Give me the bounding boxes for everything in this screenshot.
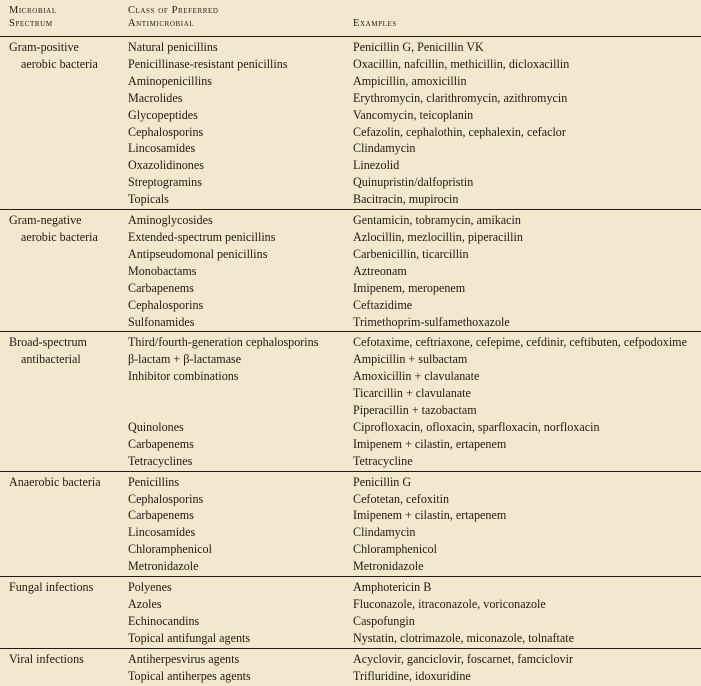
examples-cell: Cefotetan, cefoxitin [353,491,450,506]
antimicrobial-class-cell: Cephalosporins [128,297,204,312]
spectrum-cell: aerobic bacteria [21,229,98,244]
antimicrobial-class-cell: Metronidazole [128,559,199,574]
examples-cell: Linezolid [353,158,400,173]
examples-cell: Carbenicillin, ticarcillin [353,246,469,261]
spectrum-cell [0,140,119,157]
table-row [0,491,701,508]
antimicrobial-class-cell: Echinocandins [128,613,200,628]
table-row [0,263,701,280]
antimicrobial-class-cell: β-lactam + β-lactamase [128,352,242,367]
examples-cell: Imipenem, meropenem [353,280,466,295]
examples-cell: Penicillin G, Penicillin VK [353,40,484,54]
table-row [0,453,701,471]
antimicrobial-class-cell: Streptogramins [128,175,202,190]
spectrum-cell: Broad-spectrum [0,332,119,351]
spectrum-cell [0,157,119,174]
table-row [0,107,701,124]
header-row [0,0,701,37]
spectrum-cell: Fungal infections [0,577,119,596]
spectrum-cell: antibacterial [21,352,81,367]
examples-cell: Piperacillin + tazobactam [353,403,477,418]
spectrum-cell [0,280,119,297]
header-examples: Examples [344,0,701,37]
antimicrobial-class-cell: Monobactams [128,263,197,278]
antimicrobial-class-cell: Antipseudomonal penicillins [128,246,268,261]
spectrum-cell [0,419,119,436]
examples-cell: Ampicillin + sulbactam [353,352,468,367]
table-row [0,314,701,332]
spectrum-cell [0,246,119,263]
examples-cell: Acyclovir, ganciclovir, foscarnet, famciclovir [344,648,701,667]
examples-cell: Ciprofloxacin, ofloxacin, sparfloxacin, norfloxacin [353,419,600,434]
table-row [0,191,701,209]
table-row [0,507,701,524]
table-row [0,90,701,107]
examples-cell: Fluconazole, itraconazole, voriconazole [353,597,546,611]
antimicrobial-class-cell: Chloramphenicol [128,542,212,557]
table-row [0,471,701,490]
antimicrobial-class-cell: Aminoglycosides [119,210,344,229]
antimicrobial-class-cell: Carbapenems [128,436,194,451]
antimicrobial-class-cell: Oxazolidinones [128,158,204,173]
antimicrobial-class-cell: Natural penicillins [128,40,218,54]
examples-cell: Clindamycin [353,141,416,156]
table-row [0,613,701,630]
examples-cell: Trifluridine, idoxuridine [353,668,471,683]
table-row [0,648,701,667]
examples-cell: Imipenem + cilastin, ertapenem [353,508,507,523]
table-body [0,37,701,686]
spectrum-cell [0,596,119,613]
spectrum-cell [0,436,119,453]
table-row [0,577,701,596]
examples-cell: Ampicillin, amoxicillin [353,73,467,88]
spectrum-cell [0,314,119,332]
antimicrobial-class-cell: Antiherpesvirus agents [119,648,344,667]
examples-cell: Aztreonam [353,263,407,278]
header-antimicrobial-class: Class of Preferred Antimicrobial [119,0,344,37]
examples-cell: Quinupristin/dalfopristin [353,175,474,190]
examples-cell: Chloramphenicol [353,542,437,557]
spectrum-cell [0,541,119,558]
spectrum-cell [0,297,119,314]
table-row [0,174,701,191]
spectrum-cell [0,524,119,541]
antimicrobial-class-cell: Sulfonamides [128,314,195,329]
examples-cell: Nystatin, clotrimazole, miconazole, tolnaftate [353,630,574,645]
spectrum-cell [0,385,119,402]
antimicrobial-class-cell: Penicillins [119,471,344,490]
spectrum-cell [0,630,119,648]
spectrum-cell [0,191,119,209]
antimicrobial-class-cell [119,385,344,402]
table-row [0,368,701,385]
antimicrobial-class-cell: Carbapenems [128,280,194,295]
spectrum-cell [0,507,119,524]
table-row [0,596,701,613]
spectrum-cell [0,558,119,576]
examples-cell: Ceftazidime [353,297,413,312]
table-row [0,558,701,576]
antimicrobial-class-cell: Cephalosporins [128,491,204,506]
antimicrobial-class-cell: Lincosamides [128,525,196,540]
spectrum-cell [0,73,119,90]
examples-cell: Erythromycin, clarithromycin, azithromycin [353,90,568,105]
antimicrobial-class-cell: Inhibitor combinations [128,369,239,384]
antimicrobial-class-cell: Extended-spectrum penicillins [128,229,276,244]
antimicrobial-class-cell: Topical antiherpes agents [128,668,251,683]
antimicrobial-class-cell: Cephalosporins [128,124,204,139]
antimicrobial-class-cell: Polyenes [119,577,344,596]
table-row [0,419,701,436]
table-header [0,0,701,37]
antimicrobial-class-cell: Glycopeptides [128,107,198,122]
spectrum-cell [0,668,119,686]
table-row [0,668,701,686]
spectrum-cell [0,174,119,191]
spectrum-cell [0,491,119,508]
table-row [0,229,701,246]
antimicrobial-class-cell: Topicals [128,192,169,207]
antimicrobial-class-cell [119,402,344,419]
antimicrobial-class-cell: Azoles [128,597,162,611]
examples-cell: Penicillin G [344,471,701,490]
examples-cell: Ticarcillin + clavulanate [353,386,471,401]
examples-cell: Vancomycin, teicoplanin [353,107,474,122]
table-row [0,402,701,419]
examples-cell: Gentamicin, tobramycin, amikacin [344,210,701,229]
table-row [0,630,701,648]
table-row [0,351,701,368]
examples-cell: Caspofungin [353,613,415,628]
examples-cell: Azlocillin, mezlocillin, piperacillin [353,229,523,244]
table-row [0,210,701,229]
spectrum-cell [0,368,119,385]
table-row [0,297,701,314]
table-row [0,280,701,297]
antimicrobial-class-cell: Lincosamides [128,141,196,156]
antimicrobial-class-cell: Penicillinase-resistant penicillins [128,56,288,71]
table-row [0,385,701,402]
examples-cell: Metronidazole [353,559,424,574]
spectrum-cell: Gram-negative [0,210,119,229]
spectrum-cell: Viral infections [0,648,119,667]
spectrum-cell [0,263,119,280]
table-row [0,541,701,558]
table-row [0,56,701,73]
spectrum-cell [0,453,119,471]
examples-cell: Trimethoprim-sulfamethoxazole [353,314,510,329]
examples-cell: Bacitracin, mupirocin [353,192,459,207]
table-row [0,246,701,263]
antimicrobial-class-cell: Topical antifungal agents [128,630,251,645]
antimicrobial-class-cell: Carbapenems [128,508,194,523]
table-row [0,524,701,541]
examples-cell: Amphotericin B [344,577,701,596]
spectrum-cell: aerobic bacteria [21,56,98,71]
spectrum-cell [0,402,119,419]
spectrum-cell [0,124,119,141]
spectrum-cell: Gram-positive [9,40,79,54]
table-row [0,124,701,141]
examples-cell: Imipenem + cilastin, ertapenem [353,436,507,451]
table-row [0,73,701,90]
header-microbial-spectrum: Microbial Spectrum [0,0,119,37]
table-row [0,140,701,157]
antimicrobial-class-cell: Quinolones [128,419,184,434]
examples-cell: Oxacillin, nafcillin, methicillin, dicloxacillin [353,56,570,71]
table-row [0,436,701,453]
table-row [0,37,701,56]
antimicrobial-class-cell: Aminopenicillins [128,73,212,88]
spectrum-cell [0,107,119,124]
spectrum-cell: Anaerobic bacteria [0,471,119,490]
spectrum-cell [0,90,119,107]
examples-cell: Amoxicillin + clavulanate [353,369,480,384]
table-row [0,157,701,174]
antimicrobial-class-cell: Macrolides [128,90,183,105]
antimicrobial-class-cell: Third/fourth-generation cephalosporins [119,332,344,351]
antimicrobial-class-cell: Tetracyclines [128,453,193,468]
spectrum-cell [0,613,119,630]
examples-cell: Cefotaxime, ceftriaxone, cefepime, cefdinir, ceftibuten, cefpodoxime [344,332,701,351]
examples-cell: Cefazolin, cephalothin, cephalexin, cefaclor [353,124,566,139]
table-row [0,332,701,351]
examples-cell: Clindamycin [353,525,416,540]
examples-cell: Tetracycline [353,453,413,468]
